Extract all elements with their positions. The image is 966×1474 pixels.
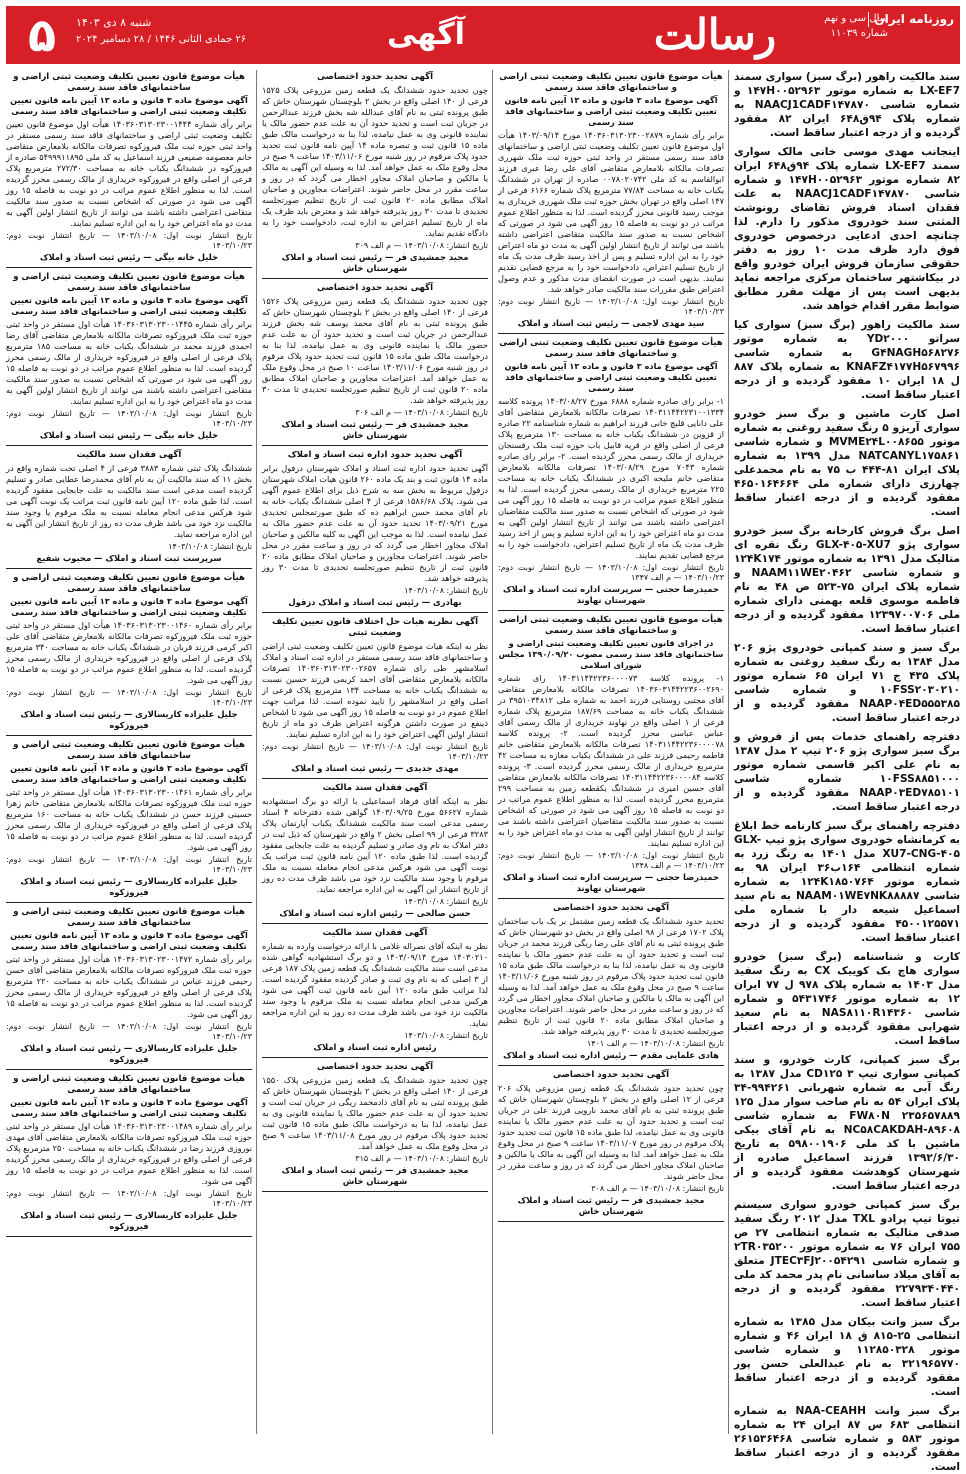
notice-body: نظر به اینکه آقای فرهاد اسماعیلی با ارائه دو برگ استشهادیه شماره ۵۶۶۲۷ مورخ ۱۴۰۳/۰۹/۲۵ گواهی شده دفترخانه ۴ اسناد رسمی مدعی است سند مالکیت ششدانگ یکباب آپارتمان پلاک ۳۲۸۳ فرعی از ۹۹ اصلی بخش ۲ واقع در شهرستان که ذیل ثبت در دفتر املاک به نام وی صادر و تسلیم گردیده به علت جابجایی مفقود گردیده است. لذا طبق ماده ۱۲۰ آیین نامه قانون ثبت مراتب یک نوبت آگهی می شود هرکس مدعی انجام معامله نسبت به ملک مرقوم یا وجود سند مالکیت نزد خود می باشد ظرف مدت ده روز از تاریخ انتشار این آگهی به این اداره مراجعه نماید. [262, 796, 489, 894]
notice-publication-dates: تاریخ انتشار: ۱۴۰۳/۱۰/۰۸ — م الف ۳۱۵ [355, 1154, 488, 1163]
vehicle-document-notice: برگ سبز کمپانی، کارت خودرو، و سند کمپانی سواری تیپ ۳ CD۱۲۵ مدل ۱۳۸۷ به رنگ آبی به شماره شهربانی ۹۹۴۲۶۱-۳۴ پلاک ایران ۵۴ به نام صاحب سوار مدل ۱۲۵ FW۸۰N ۲۳۵۶۵۷۸۸۹ به شماره شاسی NC۵۸CAKDAH-۸۹۶۰۸ به نام آقای بیکی ماشین با کد ملی ۵۹۸۰۰۱۹۰۶ به تاریخ ۱۳۹۲/۶/۳۰ فرزند اسماعیل صادره از شهرستان کوهدشت مفقود گردیده و از درجه اعتبار ساقط است. [734, 1054, 961, 1192]
notice-title: آگهی فقدان سند مالکیت [322, 783, 428, 793]
column-registry-ads-3 [262, 70, 488, 1434]
notice-body: برابر رأی شماره ۱۴۰۳۶۰۳۱۳۰۲۳۰۰۱۴۴۴ هیأت اول موضوع قانون تعیین تکلیف وضعیت ثبتی اراضی و ساختمانهای فاقد سند رسمی مستقر در واحد ثبتی حوزه ثبت ملک فیروزکوه تصرفات مالکانه بلامعارض متقاضی خانم معصومه صمیعی فرزند اسماعیل به کد ملی ۵۴۹۹۹۱۱۸۹۵ صادره از فیروزکوه در ششدانگ یکباب خانه به مساحت ۲۷۲/۳۰ مترمربع پلاک فرعی از اصلی واقع در فیروزکوه خریداری از مالک رسمی محرز گردیده است. لذا به منظور اطلاع عموم مراتب در دو نوبت به فاصله ۱۵ روز آگهی می شود در صورتی که اشخاص نسبت به صدور سند مالکیت متقاضی اعتراضی داشته باشند می توانند از تاریخ انتشار اولین آگهی به مدت دو ماه اعتراض خود را به این اداره تسلیم نمایند. [6, 119, 253, 228]
notice-signature: مهدی جدیدی — رئیس ثبت اسناد و املاک [291, 763, 459, 773]
notice-title: آگهی فقدان سند مالکیت [76, 450, 182, 460]
notice-title: آگهی تحدید حدود اختصاصی [316, 1062, 434, 1072]
notice-publication-dates: تاریخ انتشار نوبت اول: ۱۴۰۳/۱۰/۰۸ — تاریخ انتشار نوبت دوم: ۱۴۰۳/۱۰/۲۳ [6, 1022, 252, 1041]
issue-number: شماره ۱۱۰۳۹ [830, 28, 888, 39]
notice-signature: سید مهدی لاجمی — رئیس ثبت اسناد و املاک [517, 318, 705, 328]
notice-body: چون تحدید حدود ششدانگ یک قطعه زمین مزروعی پلاک ۲۰۶ فرعی از ۱۲ اصلی واقع در بخش ۲ بلوچستان شهرستان خاش که طبق پرونده ثبتی به نام آقای محمد نارویی فرزند علی در جریان ثبت است و تحدید حدود آن به علت عدم حضور مالک یا نماینده قانونی وی به عمل نیامده، لذا طبق ماده ۱۵ قانون ثبت تحدید حدود پلاک مرقوم در روز مورخ ۱۴۰۳/۱۱/۰۷ ساعت ۹ صبح در محل وقوع ملک به عمل خواهد آمد. لذا به وسیله این آگهی به مالک یا مالکین و صاحبان املاک مجاور اخطار می گردد که در روز و ساعت مقرر در محل حاضر شوند. [498, 1083, 724, 1181]
notice-title: هیأت موضوع قانون تعیین تکلیف وضعیت ثبتی اراضی و ساختمانهای فاقد سند رسمی [13, 573, 245, 594]
legal-notice [498, 903, 724, 1066]
notice-publication-dates: تاریخ انتشار: ۱۴۰۳/۱۰/۰۸ [404, 1031, 488, 1040]
vehicle-document-notice: برگ سبز کمپانی خودرو سواری سیستم تیوتا تیپ پرادو TXL مدل ۲۰۱۲ رنگ سفید صدفی متالیک به شماره انتظامی ۲۷ ص ۷۵۵ ایران ۷۶ به شماره موتور ۲TR۰۳۵۲۰۰ و شماره شاسی JTEC۳FJ۲۰۰۵۴۲۹۱ متعلق به آقای میلاد ساسانی نام پدر محمد کد ملی ۲۲۷۹۳۴۰۴۴۰ مفقود گردیده و از درجه اعتبار ساقط است. [734, 1199, 961, 1309]
legal-notice [262, 72, 488, 279]
notice-title: آگهی تحدید حدود اختصاصی [552, 1070, 670, 1080]
notice-body: چون تحدید حدود ششدانگ یک قطعه زمین مزروعی پلاک ۱۵۲۶ فرعی از ۱۴۰ اصلی واقع در بخش ۲ بلوچستان شهرستان خاش که طبق پرونده ثبتی به نام آقای محمد یوسف شه بخش فرزند عبدالرحمن در جریان ثبت است و تحدید حدود آن به علت عدم حضور مالک یا نماینده قانونی وی به عمل نیامده، لذا بنا به درخواست مالک طبق ماده ۱۵ قانون ثبت تحدید حدود پلاک مرقوم در روز شنبه مورخ ۱۴۰۳/۱۱/۰۶ ساعت ۱۰ صبح در محل وقوع ملک به عمل خواهد آمد. اعتراضات مجاورین و صاحبان املاک مطابق ماده ۲۰ قانون ثبت از تاریخ تنظیم صورتجلسه تحدیدی تا مدت ۳۰ روز پذیرفته خواهد شد. [262, 296, 489, 405]
notice-publication-dates: تاریخ انتشار نوبت اول: ۱۴۰۳/۱۰/۰۸ — تاریخ انتشار نوبت دوم: ۱۴۰۳/۱۰/۲۳ — م الف ۱۳۴۷ [498, 563, 724, 582]
notice-body: برابر رأی شماره ۱۴۰۳۶۰۳۱۳۰۲۳۰۰۱۴۶۱ هیأت اول مستقر در واحد ثبتی حوزه ثبت ملک فیروزکوه تصرفات مالکانه بلامعارض متقاضی خانم زهرا حسینی فرزند حسن در ششدانگ یکباب خانه به مساحت ۱۶۰ مترمربع پلاک فرعی از اصلی واقع در فیروزکوه خریداری از مالک رسمی محرز گردیده است. لذا به منظور اطلاع عموم مراتب در دو نوبت به فاصله ۱۵ روز آگهی می شود. [6, 787, 252, 852]
notice-subtitle: آگهی موضوع ماده ۳ قانون و ماده ۱۳ آیین نامه قانون تعیین تکلیف وضعیت ثبتی اراضی و ساختمانهای فاقد سند رسمی [10, 1097, 248, 1118]
vehicle-document-notice: سند مالکیت راهور (برگ سبز) سواری کیا سراتو YD۲۰۰۰ به شماره موتور G۴NAGH۵۶۸۲۷۶ به شماره شاسی KNAFZ۴۱۷۷H۵۶۷۹۹۶ به شماره پلاک ۸۸۷ ل ۱۸ ایران ۱۰ مفقود گردیده و از درجه اعتبار ساقط است. [734, 319, 960, 401]
notice-publication-dates: تاریخ انتشار نوبت اول: ۱۴۰۳/۱۰/۰۸ — تاریخ انتشار نوبت دوم: ۱۴۰۳/۱۰/۲۳ [6, 855, 252, 874]
notice-title: هیأت موضوع قانون تعیین تکلیف وضعیت ثبتی اراضی و ساختمانهای فاقد سند رسمی [13, 740, 245, 761]
vehicle-document-notice: کارت و شناسنامه (برگ سبز) خودرو سواری هاچ بک کوییک CX به رنگ سفید مدل ۱۴۰۳ به شماره پلاک ۹۷۸ ل ۷۷ ایران ۱۲ به شماره موتور ۵۴۳۱۷۴۶ و شماره شاسی NAS۸۱۱۰R۱۴۳۶۰ به نام سعید شهرابی مفقود گردیده و از درجه اعتبار ساقط است. [734, 951, 961, 1047]
notice-body: برابر رأی شماره ۱۴۰۳۶۰۳۱۳۰۲۳۰۰۱۴۷۲ هیأت اول مستقر در واحد ثبتی حوزه ثبت ملک فیروزکوه تصرفات مالکانه بلامعارض متقاضی آقای حسن رحیمی فرزند عباس در ششدانگ یکباب خانه به مساحت ۲۲۰ مترمربع پلاک فرعی از اصلی واقع در فیروزکوه خریداری از مالک رسمی محرز گردیده است. لذا به منظور اطلاع عموم مراتب در دو نوبت به فاصله ۱۵ روز آگهی می شود. [6, 954, 252, 1019]
column-registry-ads-2 [498, 70, 724, 1434]
notice-title: هیأت موضوع قانون تعیین تکلیف وضعیت ثبتی اراضی و ساختمانهای فاقد سند رسمی [13, 1074, 245, 1095]
vehicle-document-notice: دفترچه راهنمای خدمات پس از فروش و برگ سبز سواری پژو ۲۰۶ تیپ ۲ مدل ۱۳۸۷ به نام علی اکبر قاسمی شماره موتور ۱۰FSS۸۸۵۱۰۰۰ شماره شاسی NAAP۰۳ED۷۸۵۱۰۱ مفقود گردیده و از درجه اعتبار ساقط است. [734, 731, 960, 813]
notice-title: آگهی نظریه هیات حل اختلاف قانون تعیین تکلیف وضعیت ثبتی [271, 617, 479, 638]
notice-title: هیأت موضوع قانون تعیین تکلیف وضعیت ثبتی اراضی و ساختمانهای فاقد سند رسمی [13, 272, 245, 293]
notice-signature: هادی علمایی مقدم — رئیس اداره ثبت اسناد و املاک [503, 1050, 719, 1060]
notice-signature: مجید جمشیدی فر — رئیس ثبت اسناد و املاک شهرستان خاش [281, 419, 469, 440]
notice-body: ۱- برابر رای صادره شماره ۶۸۸۸ مورخ ۱۴۰۳/۰۸/۲۷ پرونده کلاسه ۱۴۰۳۱۱۴۴۲۲۳۱۰۰۱۳۳۴ تصرفات مالکانه بلامعارض متقاضی آقای علی دانایی قلیچ خانی فرزند ابراهیم به شماره شناسنامه ۲۲ صادره از قزوین در ششدانگ یکباب خانه به مساحت ۱۳۰ مترمربع پلاک فرعی از اصلی واقع در قریه قابیل باب حوزه ثبت ملک رفسنجان خریداری از مالک رسمی محرز گردیده است. ۲- برابر رای صادره شماره ۷۰۴۳ مورخ ۱۴۰۳/۰۸/۲۹ تصرفات مالکانه بلامعارض متقاضی خانم ملیحه اکبری در ششدانگ یکباب خانه به مساحت ۲۲۵ مترمربع خریداری از مالک رسمی محرز گردیده است. لذا به منظور اطلاع عموم مراتب در دو نوبت به فاصله ۱۵ روز آگهی می شود در صورتی که اشخاص نسبت به صدور سند مالکیت متقاضیان اعتراضی داشته باشند می توانند از تاریخ انتشار اولین آگهی به مدت دو ماه اعتراض خود را به این اداره تسلیم و پس از اخذ رسید ظرف مدت یک ماه از تاریخ تسلیم اعتراض، دادخواست خود را به مرجع قضایی تقدیم نمایند. [498, 396, 725, 560]
legal-notice [6, 907, 252, 1070]
publication-year: سال سی و نهم [824, 13, 888, 24]
vehicle-document-notice: برگ سبز وانت بیکان مدل ۱۳۸۵ به شماره انتظامی ۲۵-۸۱۵ ق ۱۸ ایران ۴۶ و شماره موتور ۱۱۲۸۵۰۳۲۸ و شماره شاسی ۳۲۱۹۶۵۷۷۰ به نام عبدالعلی حسن پور مفقود گردیده و از درجه اعتبار ساقط است. [734, 1316, 961, 1398]
vehicle-document-notice: اصل برگ فروش کارخانه برگ سبز خودرو سواری پژو GLX-۴۰۵-XU7 رنگ نقره ای متالیک مدل ۱۳۹۱ به شماره موتور ۱۲۴K۱۷۴ و شماره شاسی NAAM۱۱WE۲۰۴۶۲ و شماره پلاک ایران ۷۵-۵۲۳ ص ۴۸ به نام فاطمه موسوی قلعه بهمنی دارای شماره ملی ۱۲۳۹۷۰۰۷۰۶ مفقود گردیده و از درجه اعتبار ساقط است. [734, 525, 961, 635]
notice-signature: حمیدرضا حجتی — سرپرست اداره ثبت اسناد و املاک شهرستان نهاوند [503, 872, 719, 893]
notice-body: نظر به اینکه هیات موضوع قانون تعیین تکلیف وضعیت ثبتی اراضی و ساختمانهای فاقد سند رسمی مستقر در اداره ثبت اسناد و املاک اسلامشهر طی رای شماره ۱۴۰۳۶۰۳۱۳۰۲۳۰۰۲۶۵۷ تصرفات مالکانه بلامعارض متقاضی آقای احمد کریمی فرزند حسین نسبت به ششدانگ یکباب خانه به مساحت ۱۳۴ مترمربع پلاک فرعی از اصلی واقع در اسلامشهر را تایید نموده است. لذا مراتب جهت اطلاع عموم در دو نوبت به فاصله ۱۵ روز آگهی می شود تا اشخاص ذینفع در صورت داشتن هرگونه اعتراض ظرف دو ماه از تاریخ انتشار اولین آگهی اعتراض خود را به این اداره تسلیم نمایند. [262, 641, 488, 739]
notice-title: هیأت موضوع قانون تعیین تکلیف وضعیت ثبتی اراضی و ساختمانهای فاقد سند رسمی [499, 338, 723, 359]
masthead [6, 6, 960, 64]
legal-notice [262, 1062, 488, 1192]
column-registry-ads-4 [6, 70, 252, 1434]
notice-subtitle: آگهی موضوع ماده ۳ قانون و ماده ۱۳ آیین نامه قانون تعیین تکلیف وضعیت ثبتی اراضی و ساختمانهای فاقد سند رسمی [504, 361, 718, 393]
notice-publication-dates: تاریخ انتشار نوبت اول: ۱۴۰۳/۱۰/۰۸ — تاریخ انتشار نوبت دوم: ۱۴۰۳/۱۰/۲۳ [6, 409, 252, 428]
legal-notice [6, 740, 252, 903]
notice-title: هیأت موضوع قانون تعیین تکلیف وضعیت ثبتی اراضی و ساختمانهای فاقد سند رسمی [499, 72, 723, 93]
notice-body: برابر رأی شماره ۱۴۰۳۶۰۳۱۳۰۲۳۰۰۲۸۷۹ مورخ ۱۴۰۳/۰۹/۱۴ هیأت اول موضوع قانون تعیین تکلیف وضعیت ثبتی اراضی و ساختمانهای فاقد سند رسمی مستقر در واحد ثبتی حوزه ثبت ملک شهرری تصرفات مالکانه بلامعارض متقاضی آقای علی رضا عبری فرزند ابوالقاسم به کد ملی ۰۰۷۸۰۲۰۷۴۲ صادره از تهران در ششدانگ یکباب خانه به مساحت ۷۷/۸۴ مترمربع پلاک شماره ۶۱۶۶ فرعی از ۱۴۷ اصلی واقع در تهران بخش حوزه ثبت ملک شهرری خریداری به موجب رسید قانونی محرز گردیده است. لذا به منظور اطلاع عموم مراتب در دو نوبت به فاصله ۱۵ روز آگهی می شود در صورتی که اشخاص نسبت به صدور سند مالکیت متقاضی اعتراضی داشته باشند می توانند از تاریخ انتشار اولین آگهی به مدت دو ماه اعتراض خود را به این اداره تسلیم و پس از اخذ رسید ظرف مدت یک ماه از تاریخ تسلیم اعتراض، دادخواست خود را به مرجع قضایی تقدیم نمایند. بدیهی است در صورت انقضای مدت مذکور و عدم وصول اعتراض طبق مقررات سند مالکیت صادر خواهد شد. [498, 130, 725, 294]
notice-signature: جلیل علیزاده کاریسالاری — رئیس ثبت اسناد و املاک فیروزکوه [20, 1210, 238, 1231]
notice-body: برابر رأی شماره ۱۴۰۳۶۰۳۱۳۰۲۳۰۰۱۴۴۵ هیأت اول مستقر در واحد ثبتی حوزه ثبت ملک فیروزکوه تصرفات مالکانه بلامعارض متقاضی آقای رضا احمدی فرزند محمد در ششدانگ یکباب خانه به مساحت ۱۸۵ مترمربع پلاک فرعی از اصلی واقع در فیروزکوه خریداری از مالک رسمی محرز گردیده است. لذا به منظور اطلاع عموم مراتب در دو نوبت به فاصله ۱۵ روز آگهی می شود در صورتی که اشخاص نسبت به صدور سند مالکیت متقاضی اعتراضی داشته باشند می توانند از تاریخ انتشار اولین آگهی به مدت دو ماه اعتراض خود را به این اداره تسلیم نمایند. [6, 319, 252, 406]
notice-signature: مجید جمشیدی فر — رئیس ثبت اسناد و املاک شهرستان خاش [281, 252, 469, 273]
date-lunar-gregorian: ۲۶ جمادی الثانی ۱۴۴۶ / ۲۸ دسامبر ۲۰۲۴ [76, 34, 247, 45]
masthead-date [76, 14, 276, 48]
vehicle-document-notice: اصل کارت ماشین و برگ سبز خودرو سواری آریزو ۵ رنگ سفید روغنی به شماره موتور MVME۲۴L۰۰۸۶۵۵ و شماره شاسی NATCANYL۱۷۵۸۶۱ مدل ۱۳۹۹ به شماره پلاک ایران ۸۱-۴۴۴ ب ۷۵ به نام محمدعلی چهارزی دارای شماره ملی ۴۶۵۰۱۶۴۶۶۴ مفقود گردیده و از درجه اعتبار ساقط است. [734, 408, 961, 518]
vehicle-document-notice: دفترچه راهنمای برگ سبز کارنامه خط ابلاغ به کرمانشاه خودروی سواری پژو تیپ GLX-XU7-CNG-۴۰۵ مدل ۱۴۰۱ به رنگ زرد به شماره انتظامی ۱۶۴ب۳۶ ایران ۹۸ به شماره موتور ۱۲۴K۱۸۵۰۷۶۴ به شماره شاسی NAAM۰۱WE۷NK۸۸۸۸۷ به نام سید اسماعیل شیعه دار با شماره ملی ۴۵۰۰۱۲۵۵۷۱ مفقود گردیده و از درجه اعتبار ساقط است. [734, 820, 960, 944]
notice-subtitle: آگهی موضوع ماده ۳ قانون و ماده ۱۳ آیین نامه قانون تعیین تکلیف وضعیت ثبتی اراضی و ساختمانهای فاقد سند رسمی [10, 763, 248, 784]
notice-body: آگهی تحدید حدود اداره ثبت اسناد و املاک شهرستان دزفول برابر ماده ۱۴ قانون ثبت و بند یک ماده ۲۶۰ قانون هیات املاک شهرستان دزفول مربوط به بخش سه به شرح ذیل برای اطلاع عموم آگهی می شود. پلاک ۱۵۸۶/۶۸ فرعی از ۴ اصلی ششدانگ یکباب خانه به نام آقای محمد حسن ابراهیم ده که طبق صورتمجلس تحدیدی مورخ ۱۴۰۳/۰۹/۲۱ تحدید حدود آن به علت عدم حضور مالک به عمل نیامده است. لذا به موجب این آگهی به کلیه مالکین و صاحبان املاک مجاور اخطار می گردد که در روز و ساعت مقرر در محل حاضر شوند. اعتراضات مجاورین و صاحبان املاک مطابق ماده ۲۰ قانون ثبت از تاریخ تنظیم صورتجلسه تحدیدی تا مدت ۳۰ روز پذیرفته خواهد شد. [262, 463, 488, 583]
legal-notice [6, 72, 252, 268]
notice-body: نظر به اینکه آقای نصراله غلامی با ارائه درخواست وارده به شماره ۱۴۰۳۰۲۱۰ مورخ ۱۴۰۳/۰۹/۱۴ و دو برگ استشهادیه گواهی شده مدعی است سند مالکیت ششدانگ یک قطعه زمین پلاک ۱۸۷ فرعی از ۳ اصلی که به نام وی ثبت و صادر گردیده مفقود گردیده است. لذا مراتب طبق ماده ۱۲۰ آیین نامه قانون ثبت آگهی می شود هرکس مدعی انجام معامله نسبت به ملک مرقوم یا وجود سند مالکیت نزد خود می باشد ظرف مدت ده روز به این اداره مراجعه نماید. [262, 941, 489, 1028]
notice-subtitle: آگهی موضوع ماده ۳ قانون و ماده ۱۳ آیین نامه قانون تعیین تکلیف وضعیت ثبتی اراضی و ساختمانهای فاقد سند رسمی [10, 930, 248, 951]
notice-body: چون تحدید حدود ششدانگ یک قطعه زمین مزروعی پلاک ۱۵۲۵ فرعی از ۱۴۰ اصلی واقع در بخش ۲ بلوچستان شهرستان خاش که طبق پرونده ثبتی به نام آقای عبدالله شه بخش فرزند عبدالرحمن در جریان ثبت است و تحدید حدود آن به علت عدم حضور مالک یا نماینده قانونی وی به عمل نیامده، لذا بنا به درخواست مالک طبق ماده ۱۵ قانون ثبت و تبصره ماده ۱۴ آیین نامه قانون ثبت تحدید حدود پلاک مرقوم در روز شنبه مورخ ۱۴۰۳/۱۱/۰۶ ساعت ۹ صبح در محل وقوع ملک به عمل خواهد آمد. لذا به وسیله این آگهی به مالک یا مالکین و صاحبان املاک مجاور اخطار می گردد که در روز و ساعت مقرر در محل حاضر شوند. اعتراضات مجاورین و صاحبان املاک مطابق ماده ۲۰ قانون ثبت از تاریخ تنظیم صورتجلسه تحدیدی تا مدت ۳۰ روز پذیرفته خواهد شد و معترض باید ظرف یک ماه از تاریخ تسلیم اعتراض به اداره ثبت، دادخواست خود را به دادگاه تقدیم نماید. [262, 85, 489, 238]
legal-notice [262, 450, 488, 613]
notice-signature: جلیل علیزاده کاریسالاری — رئیس ثبت اسناد و املاک فیروزکوه [20, 876, 238, 897]
notice-subtitle: آگهی موضوع ماده ۳ قانون و ماده ۱۳ آیین نامه قانون تعیین تکلیف وضعیت ثبتی اراضی و ساختمانهای فاقد سند رسمی [10, 596, 248, 617]
legal-notice [498, 72, 724, 334]
notice-signature: خلیل خانه بیگی — رئیس ثبت اسناد و املاک [39, 252, 219, 262]
notice-body: تحدید حدود ششدانگ یک قطعه زمین مشتمل بر یک باب ساختمان پلاک ۱۷۰۲ فرعی از ۹۸ اصلی واقع در بخش دو شهرستان خاش که طبق پرونده ثبتی به نام آقای علی رضا ریگی فرزند محمد در جریان ثبت است و تحدید حدود آن به علت عدم حضور مالک یا نماینده قانونی وی به عمل نیامده، لذا بنا به درخواست مالک طبق ماده ۱۵ قانون ثبت تحدید حدود پلاک مرقوم در روز شنبه مورخ ۱۴۰۳/۱۱/۰۶ ساعت ۹ صبح در محل وقوع ملک به عمل خواهد آمد. لذا به وسیله این آگهی به مالک یا مالکین و صاحبان املاک مجاور اخطار می گردد که در روز و ساعت مقرر در محل حاضر شوند. اعتراضات مجاورین و صاحبان املاک مطابق ماده ۲۰ قانون ثبت از تاریخ تنظیم صورتجلسه تحدیدی تا مدت ۳۰ روز پذیرفته خواهد شد. [498, 916, 724, 1036]
legal-notice [6, 272, 252, 446]
notice-publication-dates: تاریخ انتشار نوبت اول: ۱۴۰۳/۱۰/۰۸ — تاریخ انتشار نوبت دوم: ۱۴۰۳/۱۰/۲۳ [6, 1189, 252, 1208]
notice-body: چون تحدید حدود ششدانگ یک قطعه زمین مزروعی پلاک ۱۵۵۰ فرعی از ۱۴۰ اصلی واقع در بخش ۲ بلوچستان شهرستان خاش که طبق پرونده ثبتی به نام آقای دادمحمد ریگی در جریان ثبت است و تحدید حدود آن به علت عدم حضور مالک یا نماینده قانونی وی به عمل نیامده، لذا بنا به درخواست مالک طبق ماده ۱۵ قانون ثبت تحدید حدود پلاک مرقوم در روز مورخ ۱۴۰۳/۱۱/۰۸ ساعت ۹ صبح در محل وقوع ملک به عمل خواهد آمد. [262, 1075, 488, 1151]
notice-publication-dates: تاریخ انتشار نوبت اول: ۱۴۰۳/۱۰/۰۸ — تاریخ انتشار نوبت دوم: ۱۴۰۳/۱۰/۲۳ [6, 688, 252, 707]
legal-notice [6, 573, 252, 736]
column-divider [256, 70, 257, 1434]
notice-signature: حمیدرضا حجتی — سرپرست اداره ثبت اسناد و املاک شهرستان نهاوند [503, 584, 719, 605]
notice-publication-dates: تاریخ انتشار: ۱۴۰۳/۱۰/۰۸ [168, 542, 252, 551]
notice-body: ششدانگ پلاک ثبتی شماره ۳۸۸۳ فرعی از ۴ اصلی تحت شماره واقع در بخش ۱۱ که سند مالکیت آن به نام آقای محمدرضا عطایی صادر و تسلیم گردیده است مدعی است سند مالکیت به علت جابجایی مفقود گردیده است. لذا طبق ماده ۱۲۰ آیین نامه قانون ثبت مراتب یک نوبت آگهی می شود هرکس مدعی انجام معامله نسبت به ملک مرقوم یا وجود سند مالکیت نزد خود می باشد ظرف مدت ده روز از تاریخ انتشار این آگهی به این اداره مراجعه نماید. [6, 463, 253, 539]
legal-notice [6, 450, 252, 569]
notice-title: آگهی تحدید حدود اختصاصی [316, 72, 434, 82]
notice-signature: خلیل خانه بیگی — رئیس ثبت اسناد و املاک [39, 430, 219, 440]
notice-signature: مجید جمشیدی فر — رئیس ثبت اسناد و املاک شهرستان خاش [281, 1165, 469, 1186]
notice-body: ۱- پرونده کلاسه ۱۴۰۳۱۱۴۴۲۲۳۶۰۰۰۰۷۳ رای شماره ۱۴۰۳۶۰۳۱۴۴۲۲۳۶۰۰۲۶۹۰ تصرفات مالکانه بلامعارض متقاضی آقای مجتبی روستایی فرزند احمد به شماره ملی ۳۹۵۱۰۳۴۸۱۲ در ششدانگ یکباب خانه به مساحت ۱۸۷/۶۹ مترمربع پلاک شماره فرعی از ۱ اصلی واقع در نهاوند خریداری از مالک رسمی آقای عباس عباسی محرز گردیده است. ۲- پرونده کلاسه ۱۴۰۳۱۱۴۴۲۲۳۶۰۰۰۰۷۸ تصرفات مالکانه بلامعارض متقاضی خانم فاطمه رحیمی فرزند علی در ششدانگ یکباب مغازه به مساحت ۴۲ مترمربع خریداری از مالک رسمی محرز گردیده است. ۳- پرونده کلاسه ۱۴۰۳۱۱۴۴۲۲۳۶۰۰۰۰۸۴ تصرفات مالکانه بلامعارض متقاضی آقای حسین امیری در ششدانگ یکقطعه زمین به مساحت ۲۹۹ مترمربع محرز گردیده است. لذا به منظور اطلاع عموم مراتب در دو نوبت به فاصله ۱۵ روز آگهی می شود در صورتی که اشخاص نسبت به صدور سند مالکیت متقاضیان اعتراضی داشته باشند می توانند از تاریخ انتشار اولین آگهی به مدت دو ماه اعتراض خود را به این اداره تسلیم نمایند. [498, 673, 725, 848]
notice-title: آگهی تحدید حدود اداره ثبت اسناد و املاک [287, 450, 463, 460]
notice-subtitle: در اجرای قانون تعیین تکلیف وضعیت ثبتی اراضی و ساختمانهای فاقد سند رسمی مصوب ۱۳۹۰/۰۹/۲۰ مجلس شورای اسلامی [498, 638, 724, 670]
notice-publication-dates: تاریخ انتشار: ۱۴۰۳/۱۰/۰۸ — م الف ۳۰۶ [355, 408, 488, 417]
notice-signature: جلیل علیزاده کاریسالاری — رئیس ثبت اسناد و املاک فیروزکوه [20, 709, 238, 730]
column-vehicle-listings [734, 70, 961, 1473]
notice-publication-dates: تاریخ انتشار: ۱۴۰۳/۱۰/۰۸ — م الف ۳۰۹ [355, 241, 488, 250]
legal-notice [498, 338, 724, 611]
notice-publication-dates: تاریخ انتشار نوبت اول: ۱۴۰۳/۱۰/۰۸ — تاریخ انتشار نوبت دوم: ۱۴۰۳/۱۰/۲۳ [6, 231, 252, 250]
notice-publication-dates: تاریخ انتشار: ۱۴۰۳/۱۰/۰۸ — م الف ۱۴۰۱ [586, 1039, 724, 1048]
legal-notice [262, 617, 488, 779]
vehicle-document-notice: برگ سبز وانت NAA-CEAHH به شماره انتظامی ۶۸۳ س ۸۷ ایران ۲۴ به شماره موتور ۵۸۳ و شماره شاسی ۲۶۱۵۳۶۴۶۸ مفقود گردیده و از درجه اعتبار ساقط است. [734, 1405, 960, 1473]
notice-title: آگهی تحدید حدود اختصاصی [552, 903, 670, 913]
column-divider [728, 70, 729, 1434]
legal-notice [6, 1074, 252, 1237]
column-divider [492, 70, 493, 1434]
notice-title: آگهی فقدان سند مالکیت [322, 928, 428, 938]
masthead-info [804, 10, 954, 60]
notice-signature: حسن صالحی — رئیس اداره ثبت اسناد و املاک [279, 908, 471, 918]
vehicle-document-notice: اینجانب مهدی موسی خانی مالک سواری سمند LX-EF7 شماره پلاک ۹۴ق۶۴۸ ایران ۸۲ شماره موتور ۱۴۷H۰۰۵۲۹۶۳ و شماره شاسی NAACJ1CADF۱۴۷۸۷۰ به علت فقدان اسناد فروش تقاضای رونوشت المثنی سند خودروی مذکور را دارم. لذا چنانچه احدی ادعایی درخصوص خودروی فوق دارد ظرف مدت ۱۰ روز به دفتر حقوقی سازمان فروش ایران خودرو واقع در بیکاشتهر ساختمان مرکزی مراجعه نماید بدیهی است پس از مهلت مقرر مطابق ضوابط مقرر اقدام خواهد شد. [734, 146, 961, 312]
notice-body: برابر رأی شماره ۱۴۰۳۶۰۳۱۳۰۲۳۰۰۱۴۸۹ هیأت اول مستقر در واحد ثبتی حوزه ثبت ملک فیروزکوه تصرفات مالکانه بلامعارض متقاضی آقای مهدی نوروزی فرزند رضا در ششدانگ یکباب خانه به مساحت ۲۵۰ مترمربع پلاک فرعی از اصلی واقع در فیروزکوه خریداری از مالک رسمی محرز گردیده است. لذا به منظور اطلاع عموم مراتب در دو نوبت به فاصله ۱۵ روز آگهی می شود. [6, 1121, 252, 1186]
notice-subtitle: آگهی موضوع ماده ۳ قانون و ماده ۱۳ آیین نامه قانون تعیین تکلیف وضعیت ثبتی اراضی و ساختمانهای فاقد سند رسمی [10, 295, 248, 316]
legal-notice [498, 615, 724, 899]
newspaper-logo: رسالت [653, 10, 777, 59]
notice-signature: رئیس اداره ثبت اسناد و املاک [313, 1042, 437, 1052]
section-title: آگهی [387, 17, 465, 52]
notice-publication-dates: تاریخ انتشار نوبت اول: ۱۴۰۳/۱۰/۰۸ — تاریخ انتشار نوبت دوم: ۱۴۰۳/۱۰/۲۳ — م الف ۱۳۴۸ [498, 851, 724, 870]
notice-publication-dates: تاریخ انتشار: ۱۴۰۳/۱۰/۰۸ — م الف ۳۰۸ [591, 1184, 724, 1193]
notice-signature: بهادری — رئیس ثبت اسناد و املاک دزفول [288, 597, 462, 607]
notice-title: هیأت موضوع قانون تعیین تکلیف وضعیت ثبتی اراضی و ساختمانهای فاقد سند رسمی [499, 615, 723, 636]
date-solar: شنبه ۸ دی ۱۴۰۳ [76, 16, 152, 29]
vehicle-document-notice: برگ سبز و سند کمپانی خودروی پژو ۲۰۶ مدل ۱۳۸۴ به رنگ سفید روغنی به شماره پلاک ۴۳۵ ج ۷۱ ایران ۶۵ شماره موتور ۱۰FSS۲۰۳۰۲۱۰ و شماره شاسی NAAP۰۴ED۵۵۵۳۸۵ مفقود گردیده و از درجه اعتبار ساقط است. [734, 642, 961, 724]
notice-signature: جلیل علیزاده کاریسالاری — رئیس ثبت اسناد و املاک فیروزکوه [20, 1043, 238, 1064]
vehicle-document-notice: سند مالکیت راهور (برگ سبز) سواری سمند LX-EF7 به شماره موتور ۱۴۷H۰۰۵۲۹۶۳ و شماره شاسی NAACJ1CADF۱۴۷۸۷۰ به شماره پلاک ۹۴ق۶۴۸ ایران ۸۲ مفقود گردیده و از درجه اعتبار ساقط است. [734, 71, 961, 139]
page-number: ۵ [27, 8, 57, 62]
legal-notice [262, 783, 488, 924]
brand-small: روزنامه ایران [868, 12, 954, 27]
notice-signature: مجید جمشیدی فر — رئیس ثبت اسناد و املاک شهرستان خاش [517, 1195, 705, 1216]
notice-publication-dates: تاریخ انتشار نوبت اول: ۱۴۰۳/۱۰/۰۸ — تاریخ انتشار نوبت دوم: ۱۴۰۳/۱۰/۲۳ [262, 742, 488, 761]
notice-title: آگهی تحدید حدود اختصاصی [316, 283, 434, 293]
legal-notice [262, 928, 488, 1058]
notice-subtitle: آگهی موضوع ماده ۳ قانون و ماده ۱۳ آیین نامه قانون تعیین تکلیف وضعیت ثبتی اراضی و ساختمانهای فاقد سند رسمی [10, 95, 248, 116]
notice-body: برابر رأی شماره ۱۴۰۳۶۰۳۱۳۰۲۳۰۰۱۴۶۰ هیأت اول مستقر در واحد ثبتی حوزه ثبت ملک فیروزکوه تصرفات مالکانه بلامعارض متقاضی آقای علی اکبر کرمی فرزند قربان در ششدانگ یکباب خانه به مساحت ۳۴۰ مترمربع پلاک فرعی از اصلی واقع در فیروزکوه خریداری از مالک رسمی محرز گردیده است. لذا به منظور اطلاع عموم مراتب در دو نوبت به فاصله ۱۵ روز آگهی می شود. [6, 620, 252, 685]
notice-subtitle: آگهی موضوع ماده ۳ قانون و ماده ۱۳ آیین نامه قانون تعیین تکلیف وضعیت ثبتی اراضی و ساختمانهای فاقد سند رسمی [504, 95, 718, 127]
legal-notice [498, 1070, 724, 1222]
notice-publication-dates: تاریخ انتشار: ۱۴۰۳/۱۰/۰۸ [404, 586, 488, 595]
notice-title: هیأت موضوع قانون تعیین تکلیف وضعیت ثبتی اراضی و ساختمانهای فاقد سند رسمی [13, 907, 245, 928]
notice-publication-dates: تاریخ انتشار: ۱۴۰۳/۱۰/۰۸ [404, 897, 488, 906]
notice-signature: سرپرست ثبت اسناد و املاک — محبوب شفیع [36, 553, 222, 563]
notice-title: هیأت موضوع قانون تعیین تکلیف وضعیت ثبتی اراضی و ساختمانهای فاقد سند رسمی [13, 72, 245, 93]
ad-columns [6, 70, 961, 1473]
legal-notice [262, 283, 488, 446]
notice-publication-dates: تاریخ انتشار نوبت اول: ۱۴۰۳/۱۰/۰۸ — تاریخ انتشار نوبت دوم: ۱۴۰۳/۱۰/۲۳ [498, 297, 724, 316]
